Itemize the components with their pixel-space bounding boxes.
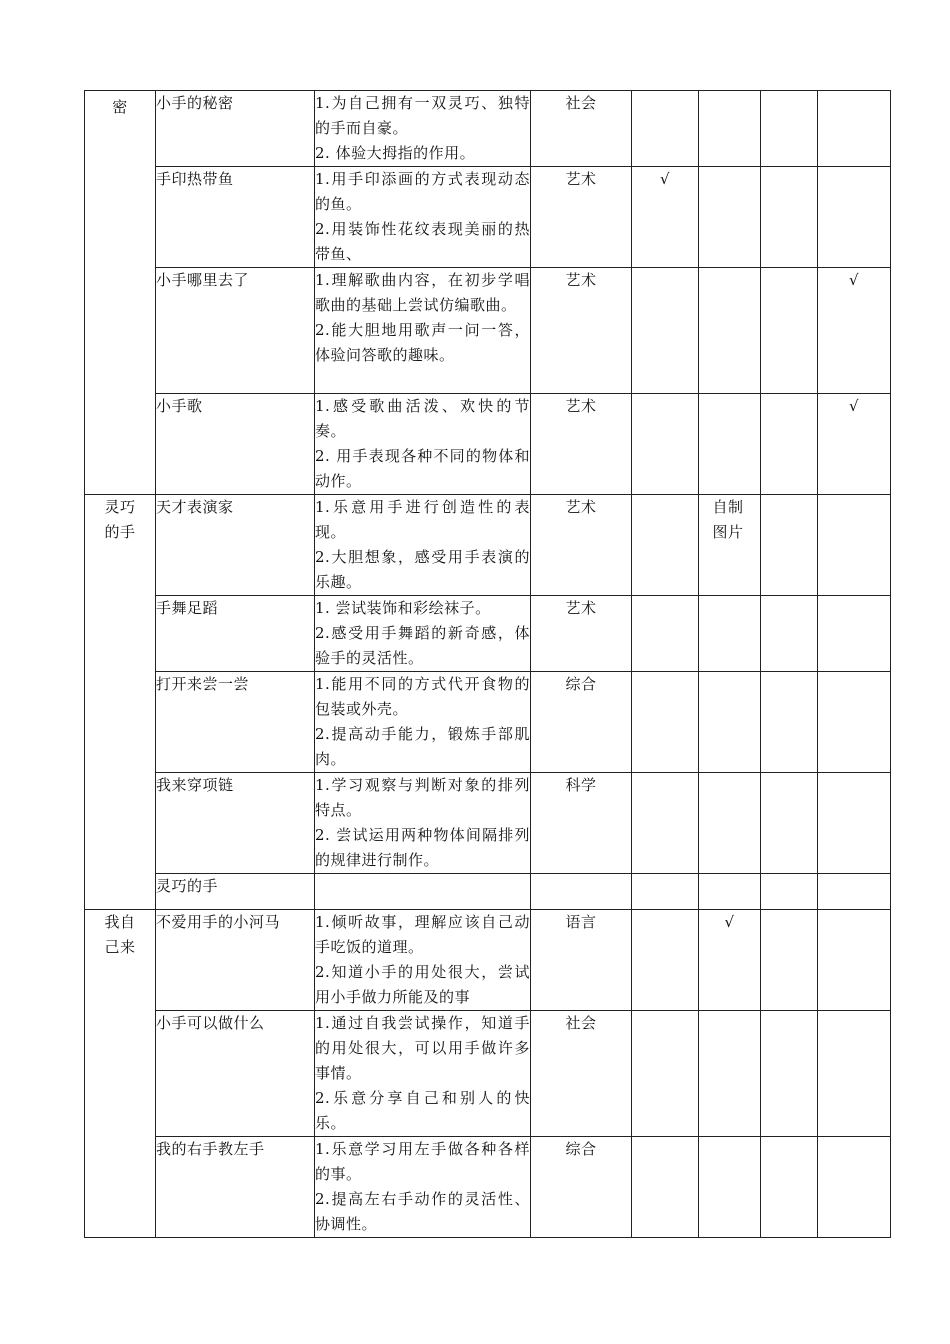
activity-name: 灵巧的手 (156, 874, 315, 910)
table-row (85, 394, 891, 495)
check-col-2 (699, 672, 761, 773)
check-col-2 (699, 1011, 761, 1137)
activity-goals: 1.为自己拥有一双灵巧、独特的手而自豪。 2. 体验大拇指的作用。 (315, 91, 531, 167)
activity-name: 天才表演家 (156, 495, 315, 596)
table-row (85, 495, 891, 596)
check-col-4 (818, 773, 891, 874)
theme-cell: 灵巧的手 (85, 495, 156, 910)
table-row (85, 910, 891, 1011)
check-col-3 (761, 91, 818, 167)
check-col-1 (632, 874, 699, 910)
check-col-4 (818, 1137, 891, 1238)
check-col-1 (632, 91, 699, 167)
table-row (85, 91, 891, 167)
check-col-4: √ (818, 268, 891, 394)
check-col-1 (632, 268, 699, 394)
check-col-1 (632, 672, 699, 773)
check-col-2 (699, 167, 761, 268)
table-row (85, 773, 891, 874)
subject-area: 艺术 (531, 495, 632, 596)
check-col-1 (632, 1011, 699, 1137)
check-col-2 (699, 495, 761, 596)
activity-goals: 1.能用不同的方式代开食物的包装或外壳。 2.提高动手能力，锻炼手部肌肉。 (315, 672, 531, 773)
activity-goals: 1.用手印添画的方式表现动态的鱼。 2.用装饰性花纹表现美丽的热带鱼、 (315, 167, 531, 268)
check-col-4 (818, 596, 891, 672)
subject-area: 综合 (531, 1137, 632, 1238)
check-col-2: √ (699, 910, 761, 1011)
subject-area: 艺术 (531, 167, 632, 268)
check-col-4 (818, 672, 891, 773)
check-col-1 (632, 910, 699, 1011)
check-col-3 (761, 495, 818, 596)
check-col-3 (761, 394, 818, 495)
check-col-2 (699, 268, 761, 394)
activity-plan-table (84, 90, 891, 1238)
table-row (85, 596, 891, 672)
subject-area: 语言 (531, 910, 632, 1011)
activity-goals: 1.学习观察与判断对象的排列特点。 2. 尝试运用两种物体间隔排列的规律进行制作。 (315, 773, 531, 874)
activity-goals: 1.通过自我尝试操作，知道手的用处很大，可以用手做许多事情。 2.乐意分享自己和别人的快乐。 (315, 1011, 531, 1137)
subject-area: 社会 (531, 91, 632, 167)
check-col-1 (632, 394, 699, 495)
subject-area: 科学 (531, 773, 632, 874)
check-col-2 (699, 1137, 761, 1238)
check-col-3 (761, 167, 818, 268)
table-row (85, 1137, 891, 1238)
resource-note: 自制图片 (712, 498, 744, 541)
theme-cell: 密 (85, 91, 156, 495)
theme-cell: 我自己来 (85, 910, 156, 1238)
activity-goals: 1.理解歌曲内容，在初步学唱歌曲的基础上尝试仿编歌曲。 2.能大胆地用歌声一问一答，体验问答歌的趣味。 (315, 268, 531, 394)
activity-goals: 1.乐意学习用左手做各种各样的事。 2.提高左右手动作的灵活性、协调性。 (315, 1137, 531, 1238)
check-col-3 (761, 773, 818, 874)
check-col-4 (818, 167, 891, 268)
table-row (85, 1011, 891, 1137)
check-col-1 (632, 1137, 699, 1238)
check-col-4: √ (818, 394, 891, 495)
check-col-3 (761, 268, 818, 394)
activity-goals: 1.倾听故事，理解应该自己动手吃饭的道理。 2.知道小手的用处很大，尝试用小手做力所能及的事 (315, 910, 531, 1011)
check-col-2 (699, 394, 761, 495)
check-col-2 (699, 773, 761, 874)
activity-name: 手印热带鱼 (156, 167, 315, 268)
table-row (85, 167, 891, 268)
check-col-4 (818, 495, 891, 596)
activity-name: 打开来尝一尝 (156, 672, 315, 773)
table-row (85, 672, 891, 773)
activity-name: 小手哪里去了 (156, 268, 315, 394)
check-col-1: √ (632, 167, 699, 268)
subject-area: 艺术 (531, 596, 632, 672)
check-col-4 (818, 1011, 891, 1137)
activity-name: 小手的秘密 (156, 91, 315, 167)
activity-name: 小手歌 (156, 394, 315, 495)
subject-area: 艺术 (531, 394, 632, 495)
table-row (85, 268, 891, 394)
activity-goals (315, 874, 531, 910)
subject-area: 综合 (531, 672, 632, 773)
check-col-3 (761, 1137, 818, 1238)
check-col-4 (818, 874, 891, 910)
activity-goals: 1. 尝试装饰和彩绘袜子。 2.感受用手舞蹈的新奇感，体验手的灵活性。 (315, 596, 531, 672)
check-col-3 (761, 672, 818, 773)
check-col-3 (761, 910, 818, 1011)
activity-goals: 1.感受歌曲活泼、欢快的节奏。 2. 用手表现各种不同的物体和动作。 (315, 394, 531, 495)
activity-name: 我来穿项链 (156, 773, 315, 874)
check-col-3 (761, 596, 818, 672)
check-col-4 (818, 910, 891, 1011)
check-col-3 (761, 874, 818, 910)
check-col-4 (818, 91, 891, 167)
table-row (85, 874, 891, 910)
activity-name: 不爱用手的小河马 (156, 910, 315, 1011)
activity-name: 小手可以做什么 (156, 1011, 315, 1137)
check-col-3 (761, 1011, 818, 1137)
subject-area (531, 874, 632, 910)
activity-goals: 1.乐意用手进行创造性的表现。 2.大胆想象，感受用手表演的乐趣。 (315, 495, 531, 596)
check-col-1 (632, 773, 699, 874)
activity-name: 手舞足蹈 (156, 596, 315, 672)
subject-area: 社会 (531, 1011, 632, 1137)
check-col-1 (632, 495, 699, 596)
check-col-2 (699, 596, 761, 672)
check-col-2 (699, 91, 761, 167)
activity-name: 我的右手教左手 (156, 1137, 315, 1238)
check-col-1 (632, 596, 699, 672)
check-col-2 (699, 874, 761, 910)
subject-area: 艺术 (531, 268, 632, 394)
